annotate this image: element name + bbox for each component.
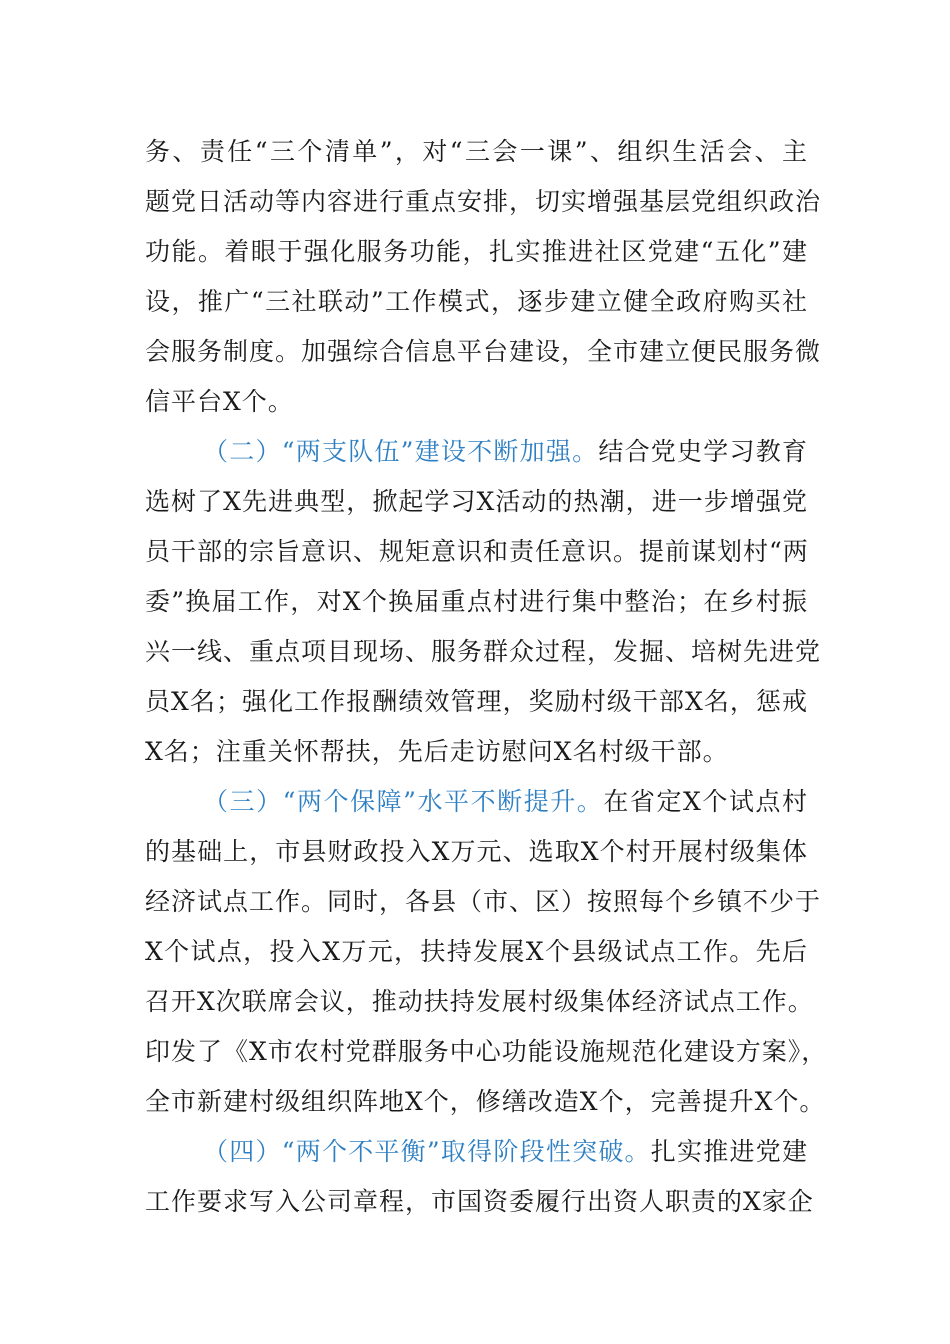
paragraph-1	[145, 127, 822, 427]
text-run: 扎实推进党建	[650, 1137, 808, 1166]
text-run: 在省定X个试点村	[603, 787, 808, 816]
text-line: 委”换届工作，对X个换届重点村进行集中整治；在乡村振	[145, 587, 808, 616]
text-line: 题党日活动等内容进行重点安排，切实增强基层党组织政治	[145, 187, 822, 216]
paragraph-2	[145, 427, 822, 777]
text-line: 员干部的宗旨意识、规矩意识和责任意识。提前谋划村“两	[145, 537, 809, 566]
paragraph-3	[145, 777, 828, 1127]
document-body	[145, 127, 828, 1227]
text-line: 经济试点工作。同时，各县（市、区）按照每个乡镇不少于	[145, 887, 822, 916]
text-run: 结合党史学习教育	[598, 437, 808, 466]
text-line: 召开X次联席会议，推动扶持发展村级集体经济试点工作。	[145, 987, 814, 1016]
text-line: 选树了X先进典型，掀起学习X活动的热潮，进一步增强党	[145, 487, 808, 516]
text-line	[145, 1127, 808, 1177]
text-line: 工作要求写入公司章程，市国资委履行出资人职责的X家企	[145, 1187, 814, 1216]
text-line: 员X名；强化工作报酬绩效管理，奖励村级干部X名，惩戒	[145, 687, 808, 716]
text-line: X个试点，投入X万元，扶持发展X个县级试点工作。先后	[145, 937, 808, 966]
section-heading: （二）“两支队伍”建设不断加强。	[203, 437, 599, 466]
text-line: 功能。着眼于强化服务功能，扎实推进社区党建“五化”建	[145, 237, 808, 266]
text-line: 兴一线、重点项目现场、服务群众过程，发掘、培树先进党	[145, 637, 822, 666]
text-line	[145, 777, 808, 827]
text-line: 务、责任“三个清单”，对“三会一课”、组织生活会、主	[145, 137, 808, 166]
text-line: X名；注重关怀帮扶，先后走访慰问X名村级干部。	[145, 737, 729, 766]
text-line: 的基础上，市县财政投入X万元、选取X个村开展村级集体	[145, 837, 808, 866]
paragraph-4	[145, 1127, 814, 1227]
text-line: 全市新建村级组织阵地X个，修缮改造X个，完善提升X个。	[145, 1087, 826, 1116]
text-line: 会服务制度。加强综合信息平台建设，全市建立便民服务微	[145, 337, 822, 366]
section-heading: （四）“两个不平衡”取得阶段性突破。	[203, 1137, 651, 1166]
text-line	[145, 427, 808, 477]
section-heading: （三）“两个保障”水平不断提升。	[203, 787, 604, 816]
text-line: 印发了《X市农村党群服务中心功能设施规范化建设方案》，	[145, 1037, 828, 1066]
text-line: 设，推广“三社联动”工作模式，逐步建立健全政府购买社	[145, 287, 808, 316]
text-line: 信平台X个。	[145, 387, 294, 416]
